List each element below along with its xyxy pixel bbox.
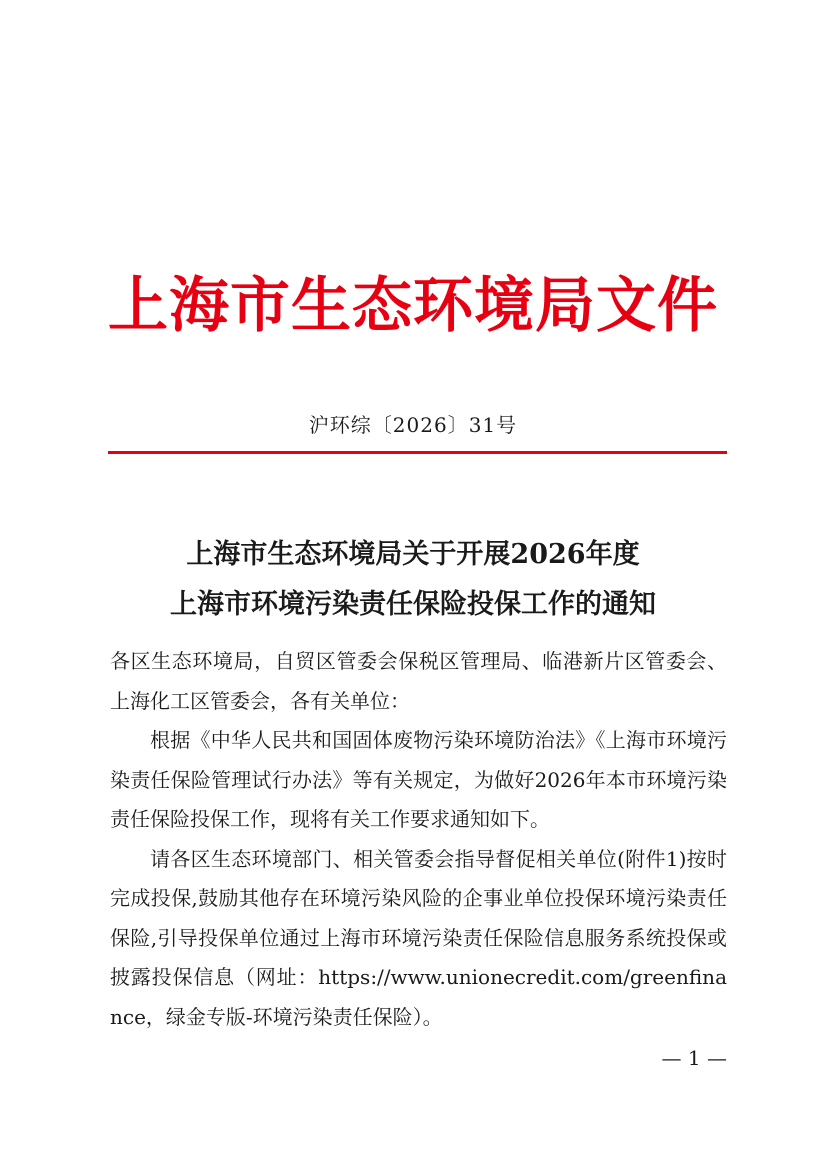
notice-title-line-1: 上海市生态环境局关于开展2026年度 (186, 539, 640, 570)
masthead-title: 上海市生态环境局文件 (108, 271, 718, 341)
body-paragraph-1: 根据《中华人民共和国固体废物污染环境防治法》《上海市环境污染责任保险管理试行办法》等有关规定，为做好2026年本市环境污染责任保险投保工作，现将有关工作要求通知如下。 (110, 728, 727, 831)
document-number: 沪环综〔2026〕31号 (308, 413, 518, 437)
page-number: — 1 — (661, 1046, 727, 1070)
notice-title-line-2: 上海市环境污染责任保险投保工作的通知 (170, 589, 656, 620)
notice-title (0, 530, 826, 630)
red-separator-line (108, 451, 727, 454)
body-paragraph-2: 请各区生态环境部门、相关管委会指导督促相关单位(附件1)按时完成投保,鼓励其他存在环境污染风险的企事业单位投保环境污染责任保险,引导投保单位通过上海市环境污染责任保险信息服务系统投保或披露投保信息（网址：https://www.unionecredit.com/greenfinance，绿金专版-环境污染责任保险）。 (110, 846, 727, 1029)
addressee-paragraph: 各区生态环境局，自贸区管委会保税区管理局、临港新片区管委会、上海化工区管委会，各有关单位： (110, 649, 727, 713)
notice-body (110, 642, 727, 1037)
